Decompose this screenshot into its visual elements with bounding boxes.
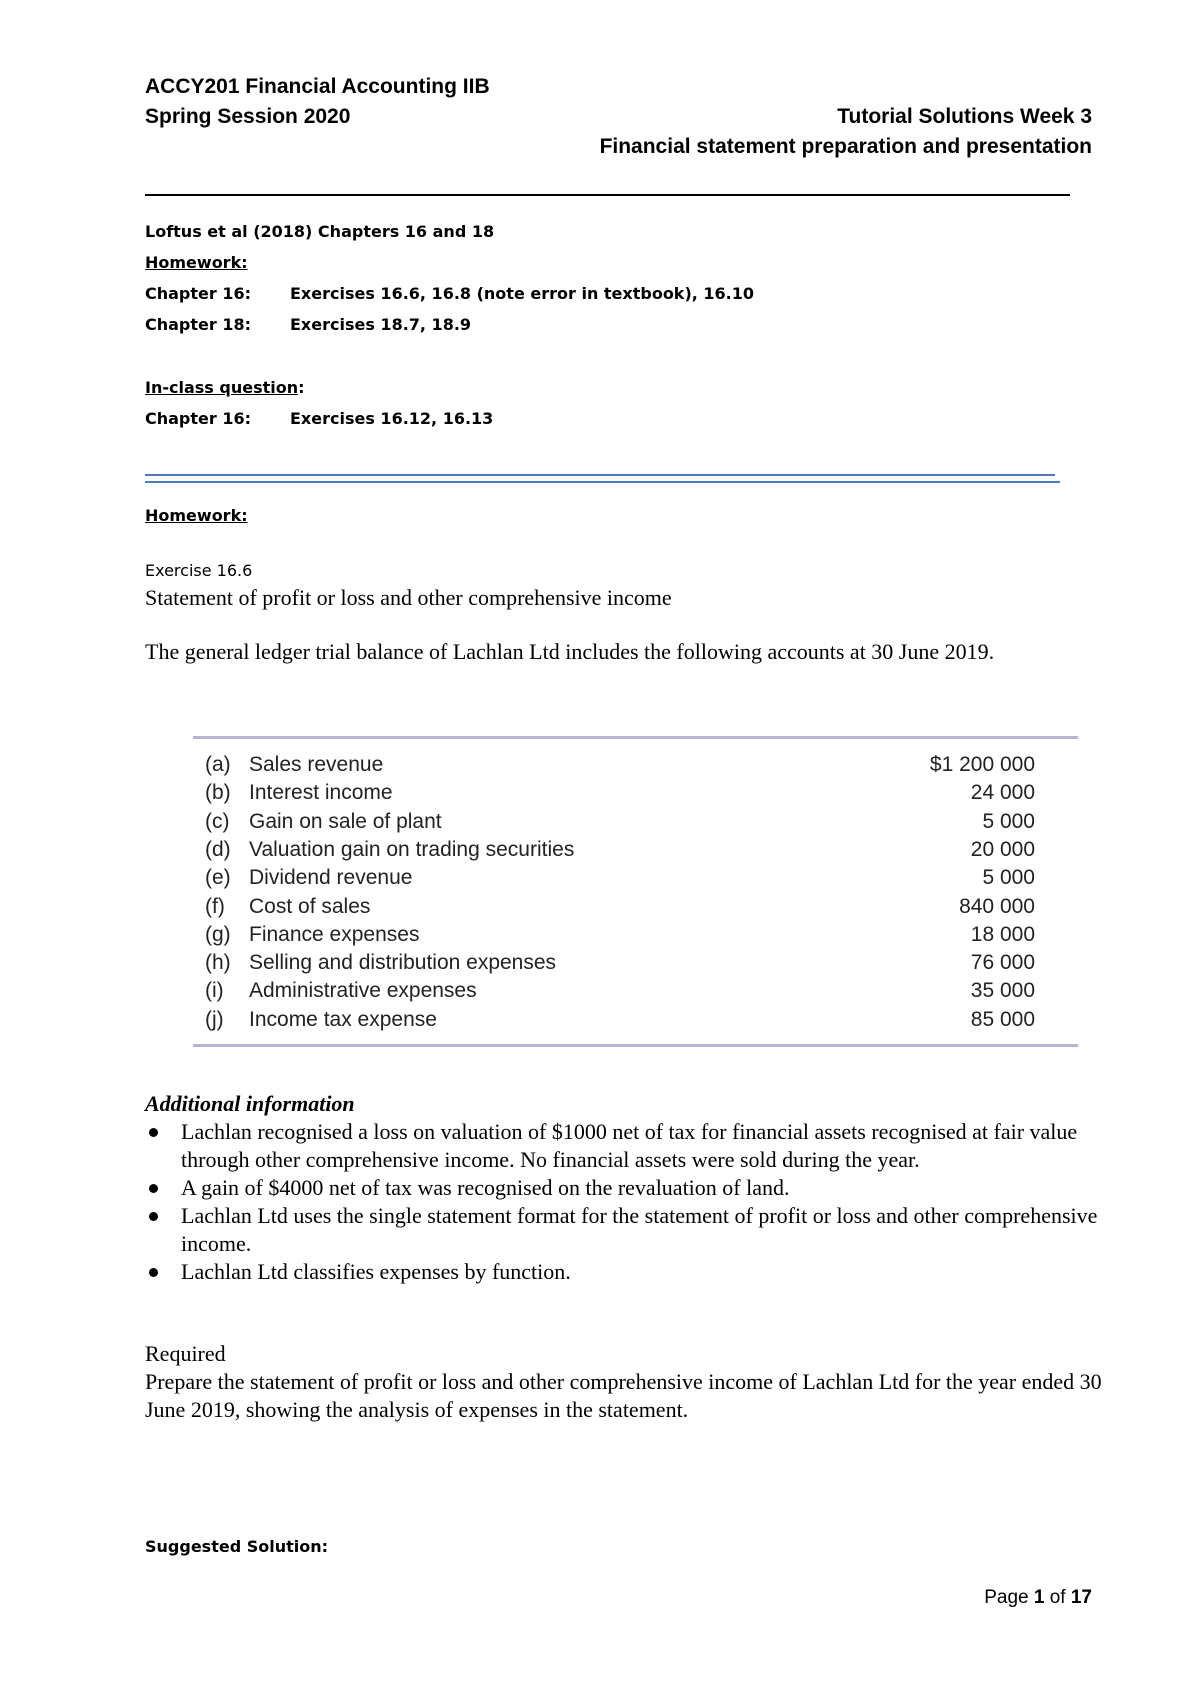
row-letter: (i) <box>205 979 224 1002</box>
account-name: Finance expenses <box>249 923 420 946</box>
row-letter: (f) <box>205 895 225 918</box>
account-name: Income tax expense <box>249 1008 437 1031</box>
homework-chapter-18: Chapter 18: <box>145 315 252 334</box>
table-row <box>205 808 1035 836</box>
homework-chapter-16: Chapter 16: <box>145 284 252 303</box>
table-row <box>205 836 1035 864</box>
table-top-rule <box>193 736 1078 739</box>
required-text: Prepare the statement of profit or loss and other comprehensive income of Lachlan Ltd for the year ended 30 June 2019, showing the analysis of expenses in the statement. <box>145 1369 1102 1422</box>
account-name: Administrative expenses <box>249 979 477 1002</box>
account-amount: $1 200 000 <box>929 753 1035 776</box>
inclass-label: In-class question: <box>145 378 305 397</box>
blue-rule-top <box>145 474 1055 476</box>
account-name: Gain on sale of plant <box>249 810 442 833</box>
account-amount: 85 000 <box>970 1008 1035 1031</box>
list-item: A gain of $4000 net of tax was recognised on the revaluation of land. <box>145 1174 1105 1202</box>
required-heading: Required <box>145 1341 226 1366</box>
account-name: Interest income <box>249 781 393 804</box>
account-amount: 35 000 <box>970 979 1035 1002</box>
account-amount: 24 000 <box>970 781 1035 804</box>
row-letter: (h) <box>205 951 231 974</box>
account-name: Dividend revenue <box>249 866 413 889</box>
row-letter: (g) <box>205 923 231 946</box>
table-row <box>205 1006 1035 1034</box>
exercise-title: Statement of profit or loss and other comprehensive income <box>145 585 672 610</box>
exercise-intro: The general ledger trial balance of Lachlan Ltd includes the following accounts at 30 June 2019. <box>145 639 995 664</box>
tutorial-label: Tutorial Solutions Week 3 <box>837 105 1092 128</box>
bullet-icon <box>149 1128 158 1137</box>
row-letter: (j) <box>205 1008 224 1031</box>
table-row <box>205 977 1035 1005</box>
suggested-solution-heading: Suggested Solution: <box>145 1537 329 1556</box>
table-row <box>205 921 1035 949</box>
table-row <box>205 864 1035 892</box>
list-item: Lachlan recognised a loss on valuation of $1000 net of tax for financial assets recognised at fair value through other comprehensive income. No financial assets were sold during the year. <box>145 1118 1105 1174</box>
account-name: Cost of sales <box>249 895 371 918</box>
additional-info-list <box>145 1118 1105 1286</box>
account-name: Selling and distribution expenses <box>249 951 557 974</box>
exercise-number: Exercise 16.6 <box>145 561 253 580</box>
bullet-icon <box>149 1212 158 1221</box>
session-label: Spring Session 2020 <box>145 105 351 128</box>
inclass-exercises-16: Exercises 16.12, 16.13 <box>290 409 494 428</box>
blue-rule-bottom <box>145 481 1060 483</box>
account-amount: 76 000 <box>970 951 1035 974</box>
row-letter: (b) <box>205 781 231 804</box>
homework-label: Homework: <box>145 253 248 272</box>
account-amount: 5 000 <box>982 810 1035 833</box>
account-amount: 840 000 <box>959 895 1035 918</box>
account-amount: 5 000 <box>982 866 1035 889</box>
table-row <box>205 949 1035 977</box>
table-row <box>205 779 1035 807</box>
account-amount: 18 000 <box>970 923 1035 946</box>
list-item: Lachlan Ltd classifies expenses by function. <box>145 1258 1105 1286</box>
additional-info-heading: Additional information <box>145 1091 355 1116</box>
row-letter: (d) <box>205 838 231 861</box>
topic-label: Financial statement preparation and presentation <box>599 135 1092 158</box>
bullet-icon <box>149 1184 158 1193</box>
account-amount: 20 000 <box>970 838 1035 861</box>
table-bottom-rule <box>193 1044 1078 1047</box>
row-letter: (e) <box>205 866 231 889</box>
page-number: Page 1 of 17 <box>984 1587 1092 1608</box>
account-name: Sales revenue <box>249 753 384 776</box>
table-row <box>205 751 1035 779</box>
inclass-chapter-16: Chapter 16: <box>145 409 252 428</box>
section-homework-label: Homework: <box>145 506 248 525</box>
homework-exercises-18: Exercises 18.7, 18.9 <box>290 315 472 334</box>
table-row <box>205 893 1035 921</box>
course-title: ACCY201 Financial Accounting IIB <box>145 75 490 98</box>
row-letter: (a) <box>205 753 231 776</box>
row-letter: (c) <box>205 810 230 833</box>
list-item: Lachlan Ltd uses the single statement format for the statement of profit or loss and other comprehensive income. <box>145 1202 1105 1258</box>
bullet-icon <box>149 1268 158 1277</box>
homework-exercises-16: Exercises 16.6, 16.8 (note error in textbook), 16.10 <box>290 284 755 303</box>
reading-reference: Loftus et al (2018) Chapters 16 and 18 <box>145 222 495 241</box>
account-name: Valuation gain on trading securities <box>249 838 575 861</box>
header-rule <box>145 194 1070 196</box>
